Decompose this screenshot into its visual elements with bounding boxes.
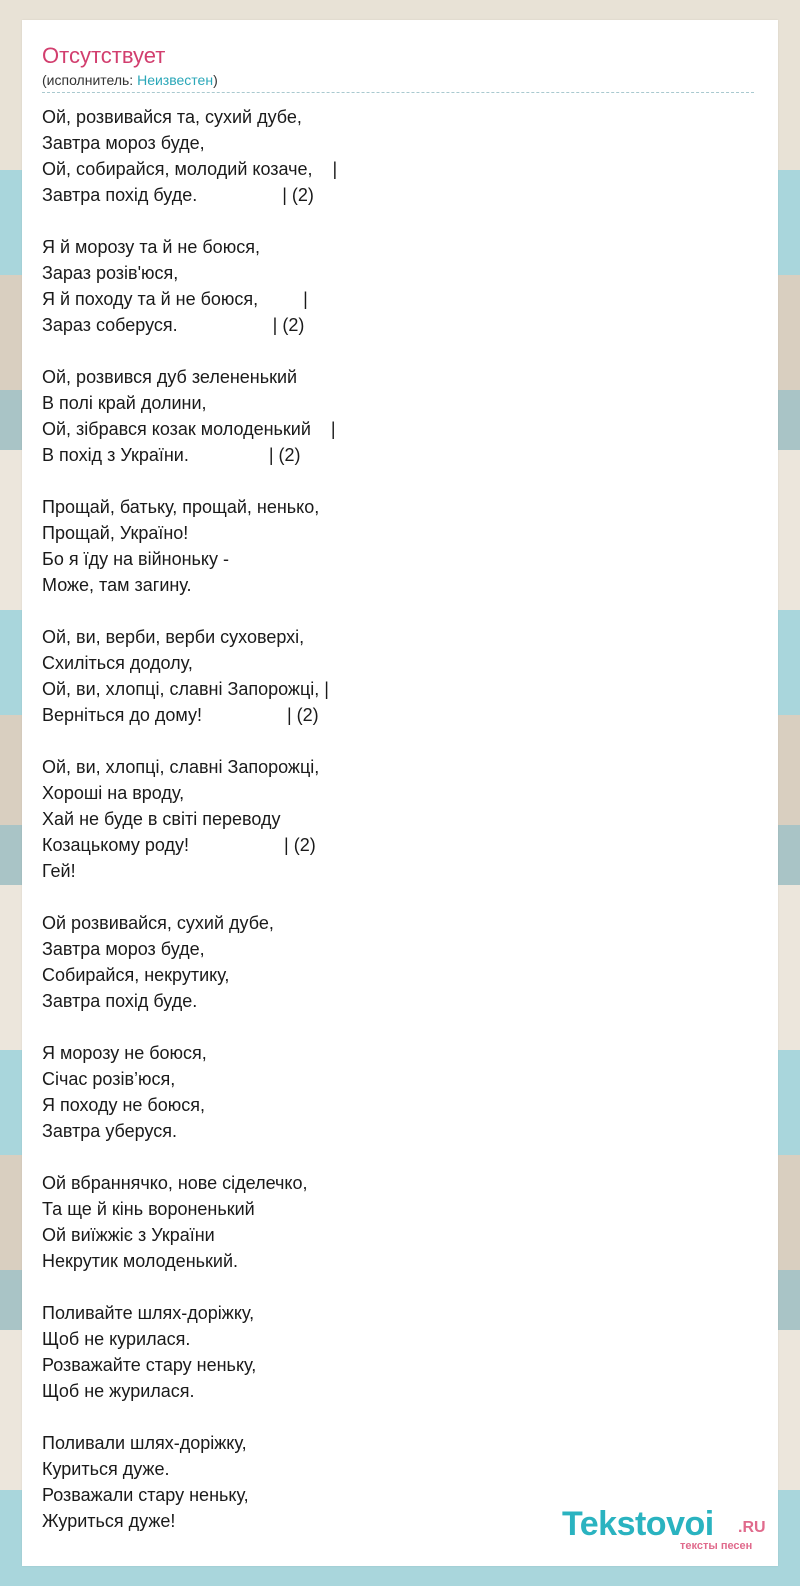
lyric-line: Січас розів’юся,	[42, 1069, 176, 1089]
stanza-gap	[42, 1274, 742, 1300]
lyric-line: Ой, ви, хлопці, славні Запорожці,	[42, 757, 320, 777]
stanza-gap	[42, 598, 742, 624]
lyric-line: Та ще й кінь вороненький	[42, 1199, 255, 1219]
lyric-line: Ой, собирайся, молодий козаче, |	[42, 159, 338, 179]
lyric-line: Бо я їду на війноньку -	[42, 549, 229, 569]
stanza-gap	[42, 208, 742, 234]
lyric-line: Завтра похід буде.	[42, 991, 198, 1011]
lyric-line: Завтра уберуся.	[42, 1121, 177, 1141]
site-logo[interactable]	[562, 1504, 782, 1554]
lyric-line: Зараз розів'юся,	[42, 263, 179, 283]
lyric-line: Завтра мороз буде,	[42, 133, 205, 153]
lyric-line: Поливали шлях-доріжку,	[42, 1433, 247, 1453]
stanza-gap	[42, 1404, 742, 1430]
lyric-line: Поливайте шлях-доріжку,	[42, 1303, 255, 1323]
lyric-line: Зараз соберуся. | (2)	[42, 315, 305, 335]
lyric-line: Ой вбраннячко, нове сіделечко,	[42, 1173, 308, 1193]
artist-prefix: (исполнитель:	[42, 72, 138, 88]
lyric-line: Хай не буде в світі переводу	[42, 809, 281, 829]
lyric-line: Ой розвивайся, сухий дубе,	[42, 913, 274, 933]
stanza-gap	[42, 338, 742, 364]
lyric-line: Ой, ви, хлопці, славні Запорожці, |	[42, 679, 329, 699]
lyric-line: Завтра мороз буде,	[42, 939, 205, 959]
logo-tagline: тексты песен	[680, 1540, 753, 1552]
lyric-line: Може, там загину.	[42, 575, 192, 595]
lyric-line: Розважайте стару неньку,	[42, 1355, 257, 1375]
lyric-line: Ой, розвивайся та, сухий дубе,	[42, 107, 302, 127]
lyric-line: Прощай, Україно!	[42, 523, 189, 543]
stanza-gap	[42, 1144, 742, 1170]
logo-text: Tekstovoi	[562, 1505, 714, 1543]
lyric-line: Розважали стару неньку,	[42, 1485, 249, 1505]
lyric-line: Ой виїжжіє з України	[42, 1225, 215, 1245]
stanza-gap	[42, 468, 742, 494]
lyric-line: Собирайся, некрутику,	[42, 965, 230, 985]
lyric-line: Я й походу та й не боюся, |	[42, 289, 308, 309]
lyric-line: Схиліться додолу,	[42, 653, 193, 673]
lyrics-body	[42, 104, 742, 1534]
lyric-line: Гей!	[42, 861, 76, 881]
lyric-line: Завтра похід буде. | (2)	[42, 185, 314, 205]
lyric-line: Я морозу не боюся,	[42, 1043, 207, 1063]
lyric-line: Прощай, батьку, прощай, ненько,	[42, 497, 320, 517]
title-divider	[42, 92, 754, 93]
artist-suffix: )	[213, 72, 218, 88]
lyric-line: Щоб не курилася.	[42, 1329, 191, 1349]
lyric-line: Ой, розвився дуб зелененький	[42, 367, 298, 387]
stanza-gap	[42, 728, 742, 754]
lyric-line: Козацькому роду! | (2)	[42, 835, 316, 855]
lyric-line: Ой, ви, верби, верби суховерхі,	[42, 627, 305, 647]
lyric-line: Верніться до дому! | (2)	[42, 705, 319, 725]
lyric-line: Я походу не боюся,	[42, 1095, 205, 1115]
lyric-line: Ой, зібрався козак молоденький |	[42, 419, 336, 439]
lyrics-card	[22, 20, 778, 1566]
lyric-line: Некрутик молоденький.	[42, 1251, 238, 1271]
song-title: Отсутствует	[42, 43, 166, 68]
stanza-gap	[42, 1014, 742, 1040]
logo-tld: .RU	[738, 1519, 766, 1536]
artist-line	[42, 72, 218, 88]
lyric-line: В полі край долини,	[42, 393, 207, 413]
stanza-gap	[42, 884, 742, 910]
lyric-line: Хороші на вроду,	[42, 783, 185, 803]
lyric-line: В похід з України. | (2)	[42, 445, 301, 465]
lyric-line: Журиться дуже!	[42, 1511, 176, 1531]
lyric-line: Куриться дуже.	[42, 1459, 170, 1479]
artist-link[interactable]: Неизвестен	[137, 72, 214, 88]
lyric-line: Щоб не журилася.	[42, 1381, 195, 1401]
lyric-line: Я й морозу та й не боюся,	[42, 237, 260, 257]
